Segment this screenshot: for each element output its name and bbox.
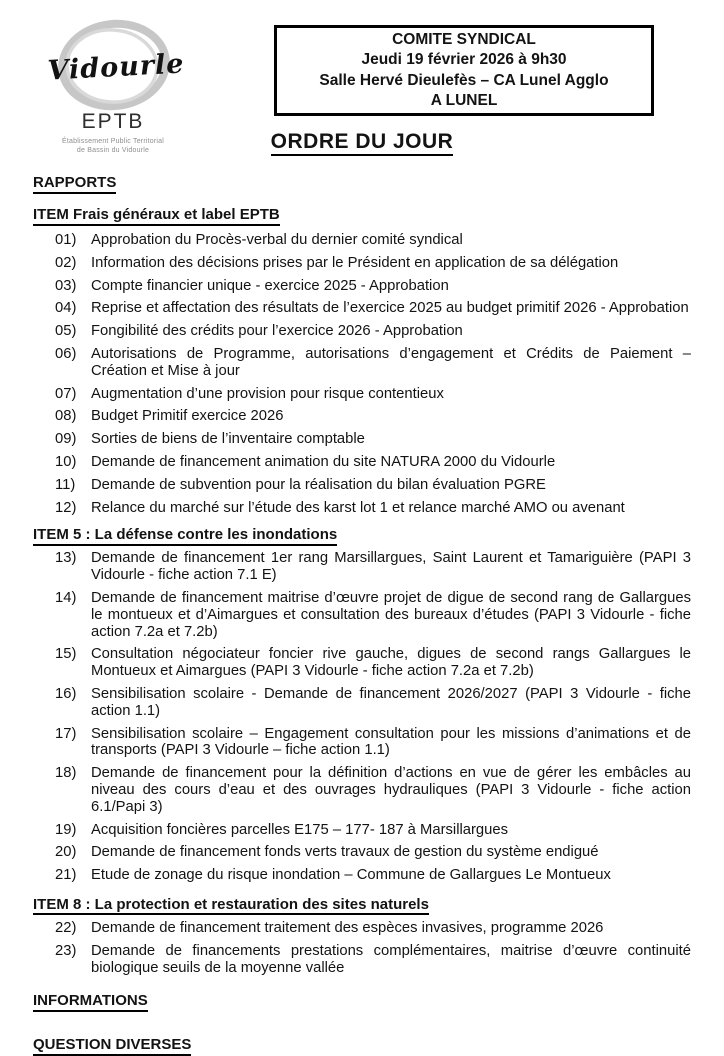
item-text: Budget Primitif exercice 2026 bbox=[91, 408, 284, 425]
item-number: 22) bbox=[55, 919, 77, 936]
item-text: Demande de financement animation du site NATURA 2000 du Vidourle bbox=[91, 453, 556, 470]
item-number: 05) bbox=[55, 323, 77, 340]
section-heading-informations: INFORMATIONS bbox=[33, 992, 691, 1010]
section-heading-rapports: RAPPORTS bbox=[33, 174, 691, 192]
agenda-item-04 bbox=[33, 300, 691, 317]
section-heading-item5-inondations: ITEM 5 : La défense contre les inondations bbox=[33, 526, 691, 544]
item-number: 16) bbox=[55, 685, 77, 702]
page-title bbox=[0, 130, 724, 154]
agenda-item-02 bbox=[33, 255, 691, 272]
agenda-item-22 bbox=[33, 920, 691, 937]
item-number: 15) bbox=[55, 646, 77, 663]
item-number: 07) bbox=[55, 385, 77, 402]
item-text: Sorties de biens de l’inventaire comptable bbox=[91, 431, 365, 448]
logo-acronym: EPTB bbox=[81, 110, 145, 133]
item-text: Demande de financement traitement des espèces invasives, programme 2026 bbox=[91, 919, 604, 936]
logo-mark bbox=[42, 20, 184, 108]
item-text: Demande de financement 1er rang Marsillargues, Saint Laurent et Tamariguière (PAPI 3 Vidourle - fiche action 7.1 E) bbox=[91, 550, 691, 584]
agenda-item-13 bbox=[33, 550, 691, 584]
logo-brand-script: Vidourle bbox=[46, 48, 186, 87]
item-text: Demande de financement pour la définition d’actions en vue de gérer les embâcles au niveau des cours d’eau et des ouvrages hydrauliques (PAPI 3 Vidourle - fiche action 6.1/Papi 3) bbox=[91, 765, 691, 815]
agenda-item-01 bbox=[33, 232, 691, 249]
item-text: Etude de zonage du risque inondation – Commune de Gallargues Le Montueux bbox=[91, 867, 611, 884]
item-text: Acquisition foncières parcelles E175 – 177- 187 à Marsillargues bbox=[91, 821, 509, 838]
meeting-location: Salle Hervé Dieulefès – CA Lunel Agglo bbox=[319, 71, 609, 89]
section-heading-questions-diverses: QUESTION DIVERSES bbox=[33, 1036, 691, 1054]
item-number: 18) bbox=[55, 765, 77, 782]
agenda-content bbox=[33, 168, 691, 1054]
agenda-list-item-frais bbox=[33, 232, 691, 516]
agenda-item-07 bbox=[33, 386, 691, 403]
agenda-item-18 bbox=[33, 765, 691, 815]
item-number: 01) bbox=[55, 232, 77, 248]
meeting-title: COMITE SYNDICAL bbox=[392, 30, 536, 48]
section-heading-item-frais-generaux: ITEM Frais généraux et label EPTB bbox=[33, 206, 691, 224]
item-number: 19) bbox=[55, 821, 77, 838]
item-number: 17) bbox=[55, 725, 77, 742]
item-text: Sensibilisation scolaire - Demande de financement 2026/2027 (PAPI 3 Vidourle - fiche action 1.1) bbox=[91, 685, 691, 719]
item-number: 02) bbox=[55, 254, 77, 271]
agenda-item-15 bbox=[33, 646, 691, 680]
agenda-item-16 bbox=[33, 686, 691, 720]
item-text: Augmentation d’une provision pour risque contentieux bbox=[91, 385, 444, 402]
agenda-item-10 bbox=[33, 454, 691, 471]
meeting-date: Jeudi 19 février 2026 à 9h30 bbox=[361, 51, 567, 68]
item-number: 04) bbox=[55, 300, 77, 317]
agenda-item-23 bbox=[33, 943, 691, 977]
agenda-item-11 bbox=[33, 477, 691, 494]
agenda-item-12 bbox=[33, 500, 691, 517]
agenda-item-19 bbox=[33, 822, 691, 839]
item-number: 06) bbox=[55, 345, 77, 362]
agenda-item-05 bbox=[33, 323, 691, 340]
agenda-item-06 bbox=[33, 346, 691, 380]
logo-subtitle-line2: de Bassin du Vidourle bbox=[76, 146, 150, 154]
meeting-city: A LUNEL bbox=[430, 92, 498, 109]
item-text: Demande de subvention pour la réalisation du bilan évaluation PGRE bbox=[91, 476, 546, 493]
item-number: 10) bbox=[55, 453, 77, 470]
page-title-text: ORDRE DU JOUR bbox=[271, 130, 454, 156]
agenda-item-17 bbox=[33, 726, 691, 760]
agenda-item-09 bbox=[33, 431, 691, 448]
item-text: Autorisations de Programme, autorisations d’engagement et Crédits de Paiement – Création et Mise à jour bbox=[91, 345, 691, 379]
item-text: Compte financier unique - exercice 2025 - Approbation bbox=[91, 277, 449, 294]
item-number: 11) bbox=[55, 476, 76, 493]
logo-subtitle-line1: Établissement Public Territorial bbox=[62, 138, 164, 145]
agenda-item-08 bbox=[33, 408, 691, 425]
item-number: 20) bbox=[55, 844, 77, 861]
item-text: Consultation négociateur foncier rive gauche, digues de second rangs Gallargues le Montueux et Aimargues (PAPI 3 Vidourle - fiche action 7.2a et 7.2b) bbox=[91, 646, 691, 680]
item-text: Fongibilité des crédits pour l’exercice 2026 - Approbation bbox=[91, 323, 463, 340]
item-text: Approbation du Procès-verbal du dernier comité syndical bbox=[91, 232, 463, 248]
agenda-item-21 bbox=[33, 867, 691, 884]
item-text: Reprise et affectation des résultats de l’exercice 2025 au budget primitif 2026 - Approbation bbox=[91, 300, 689, 317]
item-text: Demande de financement fonds verts travaux de gestion du système endigué bbox=[91, 844, 599, 861]
agenda-list-item8 bbox=[33, 920, 691, 976]
item-number: 09) bbox=[55, 431, 77, 448]
agenda-list-item5 bbox=[33, 550, 691, 884]
item-text: Information des décisions prises par le Président en application de sa délégation bbox=[91, 254, 619, 271]
item-number: 13) bbox=[55, 550, 77, 567]
section-heading-item8-sites-naturels: ITEM 8 : La protection et restauration des sites naturels bbox=[33, 896, 691, 914]
item-number: 14) bbox=[55, 589, 77, 606]
item-text: Demande de financement maitrise d’œuvre projet de digue de second rang de Gallargues le montueux et d’Aimargues et consultation des bureaux d’études (PAPI 3 Vidourle - fiche action 7.2a et 7.2b) bbox=[91, 589, 691, 640]
item-number: 08) bbox=[55, 408, 77, 425]
item-text: Relance du marché sur l’étude des karst lot 1 et relance marché AMO ou avenant bbox=[91, 499, 625, 516]
item-number: 12) bbox=[55, 499, 77, 516]
agenda-item-03 bbox=[33, 278, 691, 295]
item-text: Demande de financements prestations complémentaires, maitrise d’œuvre continuité biologique seuils de la moyenne vallée bbox=[91, 942, 691, 976]
agenda-item-14 bbox=[33, 590, 691, 640]
item-text: Sensibilisation scolaire – Engagement consultation pour les missions d’animations et de transports (PAPI 3 Vidourle – fiche action 1.1) bbox=[91, 725, 691, 759]
item-number: 03) bbox=[55, 277, 77, 294]
item-number: 21) bbox=[55, 867, 77, 884]
meeting-header-box bbox=[274, 25, 654, 116]
item-number: 23) bbox=[55, 942, 77, 959]
agenda-item-20 bbox=[33, 844, 691, 861]
